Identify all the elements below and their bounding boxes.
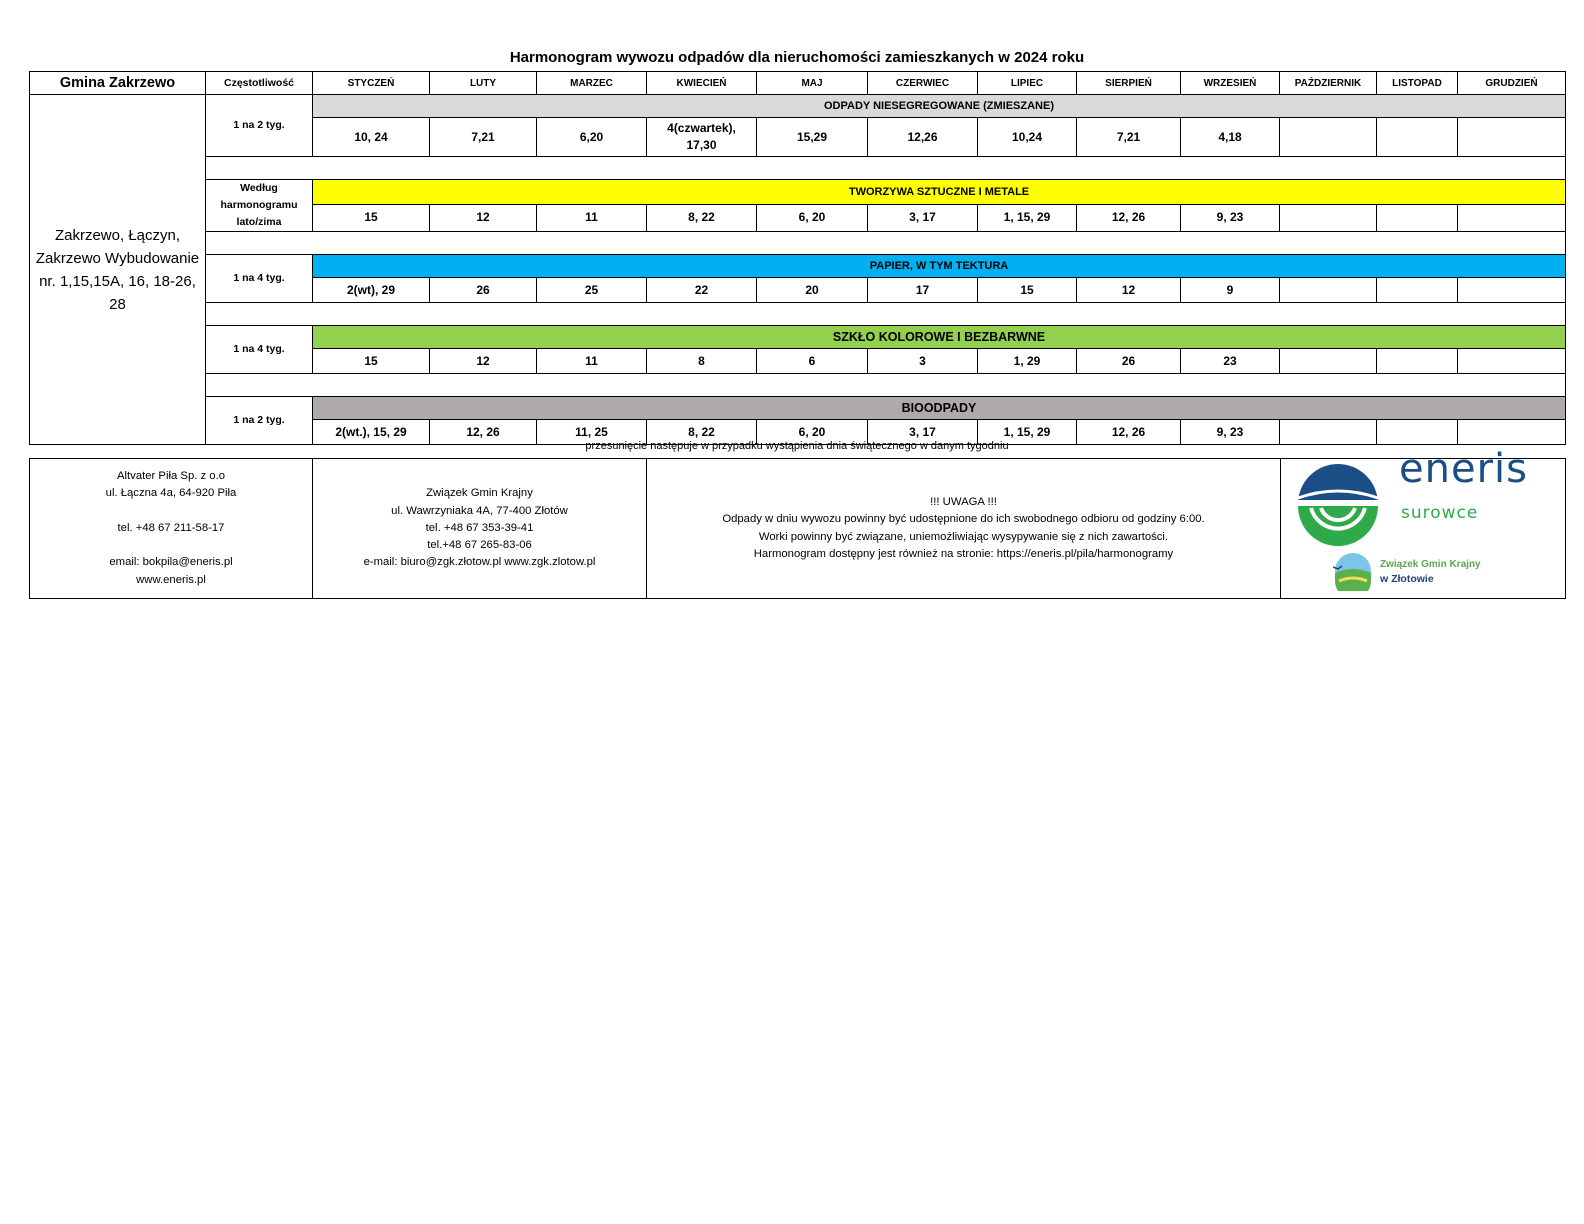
- date-cell: [1280, 349, 1377, 374]
- date-cell: 12: [1077, 278, 1181, 303]
- date-cell: 15: [313, 349, 430, 374]
- month-header: PAŹDZIERNIK: [1280, 72, 1377, 95]
- date-cell: 4,18: [1181, 118, 1280, 157]
- zgk-line: e-mail: biuro@zgk.złotow.pl www.zgk.zlotow.pl: [363, 556, 596, 569]
- month-header: STYCZEŃ: [313, 72, 430, 95]
- date-cell: [1377, 204, 1458, 231]
- location-cell: Zakrzewo, Łączyn, Zakrzewo Wybudowanie nr. 1,15,15A, 16, 18-26, 28: [30, 95, 206, 445]
- date-cell: 9: [1181, 278, 1280, 303]
- waste-type-band: BIOODPADY: [313, 397, 1566, 420]
- date-cell: 11: [537, 204, 647, 231]
- date-cell: 25: [537, 278, 647, 303]
- month-header: MARZEC: [537, 72, 647, 95]
- altvater-line: tel. +48 67 211-58-17: [117, 521, 225, 534]
- frequency-cell: Według harmonogramu lato/zima: [206, 180, 313, 232]
- zgk-logo-sub: w Złotowie: [1380, 573, 1434, 585]
- date-cell: 2(wt.), 15, 29: [313, 420, 430, 445]
- frequency-header: Częstotliwość: [206, 72, 313, 95]
- frequency-cell: 1 na 2 tyg.: [206, 397, 313, 445]
- date-cell: [1458, 278, 1566, 303]
- month-header: KWIECIEŃ: [647, 72, 757, 95]
- altvater-line: ul. Łączna 4a, 64-920 Piła: [105, 487, 237, 500]
- date-cell: 15: [313, 204, 430, 231]
- month-header: WRZESIEŃ: [1181, 72, 1280, 95]
- date-cell: 6, 20: [757, 204, 868, 231]
- zgk-line: tel. +48 67 353-39-41: [425, 521, 534, 534]
- waste-type-band: PAPIER, W TYM TEKTURA: [313, 255, 1566, 278]
- frequency-cell: 1 na 4 tyg.: [206, 326, 313, 374]
- date-cell: 3, 17: [868, 420, 978, 445]
- date-cell: 8, 22: [647, 204, 757, 231]
- warning-box: [647, 459, 1281, 599]
- zgk-line: ul. Wawrzyniaka 4A, 77-400 Złotów: [391, 504, 568, 517]
- altvater-line: [30, 503, 312, 520]
- altvater-line: [30, 537, 312, 554]
- date-cell: [1377, 278, 1458, 303]
- date-cell: [1377, 349, 1458, 374]
- eneris-logo-text: eneris: [1399, 446, 1528, 492]
- date-cell: [1458, 204, 1566, 231]
- date-cell: [1458, 349, 1566, 374]
- eneris-logo-icon: [1293, 462, 1383, 546]
- holiday-note: przesunięcie następuje w przypadku wystąpienia dnia świątecznego w danym tygodniu: [585, 440, 1009, 452]
- spacer-cell: [206, 374, 1566, 397]
- date-cell: 6: [757, 349, 868, 374]
- date-cell: 17: [868, 278, 978, 303]
- date-cell: 6, 20: [757, 420, 868, 445]
- date-cell: 6,20: [537, 118, 647, 157]
- date-cell: 3: [868, 349, 978, 374]
- month-header: LISTOPAD: [1377, 72, 1458, 95]
- warning-line: !!! UWAGA !!!: [930, 495, 997, 508]
- frequency-cell: 1 na 4 tyg.: [206, 255, 313, 303]
- zgk-line: Związek Gmin Krajny: [426, 487, 533, 500]
- altvater-contact: [30, 459, 313, 599]
- header-row: [30, 72, 1566, 95]
- date-cell: 9, 23: [1181, 204, 1280, 231]
- date-cell: [1280, 118, 1377, 157]
- date-cell: 12: [430, 204, 537, 231]
- date-cell: 20: [757, 278, 868, 303]
- date-cell: 11, 25: [537, 420, 647, 445]
- date-cell: 11: [537, 349, 647, 374]
- date-cell: 12, 26: [1077, 204, 1181, 231]
- month-header: CZERWIEC: [868, 72, 978, 95]
- date-cell: 12, 26: [1077, 420, 1181, 445]
- month-header: LIPIEC: [978, 72, 1077, 95]
- warning-line: Harmonogram dostępny jest również na stronie: https://eneris.pl/pila/harmonogramy: [753, 547, 1174, 560]
- spacer-cell: [206, 232, 1566, 255]
- frequency-cell: 1 na 2 tyg.: [206, 95, 313, 157]
- gmina-header: Gmina Zakrzewo: [30, 72, 206, 95]
- month-header: LUTY: [430, 72, 537, 95]
- date-cell: [1377, 118, 1458, 157]
- zgk-contact: [313, 459, 647, 599]
- date-cell: 8, 22: [647, 420, 757, 445]
- date-cell: 7,21: [1077, 118, 1181, 157]
- date-cell: 2(wt), 29: [313, 278, 430, 303]
- date-cell: 26: [430, 278, 537, 303]
- date-cell: 15,29: [757, 118, 868, 157]
- zgk-logo-icon: [1333, 551, 1373, 591]
- date-cell: 7,21: [430, 118, 537, 157]
- surowce-logo-text: surowce: [1401, 503, 1479, 523]
- logos: [1281, 446, 1566, 599]
- altvater-line: Altvater Piła Sp. z o.o: [117, 469, 225, 482]
- date-cell: [1458, 118, 1566, 157]
- date-cell: 8: [647, 349, 757, 374]
- month-header: SIERPIEŃ: [1077, 72, 1181, 95]
- date-cell: [1280, 204, 1377, 231]
- date-cell: 10, 24: [313, 118, 430, 157]
- date-cell: 26: [1077, 349, 1181, 374]
- date-cell: 1, 15, 29: [978, 204, 1077, 231]
- page-title: Harmonogram wywozu odpadów dla nieruchomości zamieszkanych w 2024 roku: [509, 49, 1085, 66]
- waste-type-band: ODPADY NIESEGREGOWANE (ZMIESZANE): [313, 95, 1566, 118]
- date-cell: 15: [978, 278, 1077, 303]
- schedule-table: [29, 71, 1566, 445]
- date-cell: 1, 29: [978, 349, 1077, 374]
- date-cell: 9, 23: [1181, 420, 1280, 445]
- waste-type-band: SZKŁO KOLOROWE I BEZBARWNE: [313, 326, 1566, 349]
- zgk-logo-name: Związek Gmin Krajny: [1380, 559, 1481, 570]
- date-cell: 12, 26: [430, 420, 537, 445]
- month-header: GRUDZIEŃ: [1458, 72, 1566, 95]
- warning-line: Odpady w dniu wywozu powinny być udostępnione do ich swobodnego odbioru od godziny 6:00.: [722, 513, 1205, 526]
- altvater-line: email: bokpila@eneris.pl: [109, 556, 233, 569]
- date-cell: 10,24: [978, 118, 1077, 157]
- date-cell: 22: [647, 278, 757, 303]
- date-cell: 23: [1181, 349, 1280, 374]
- date-cell: [1280, 278, 1377, 303]
- date-cell: 12: [430, 349, 537, 374]
- spacer-cell: [206, 157, 1566, 180]
- month-header: MAJ: [757, 72, 868, 95]
- date-cell: 12,26: [868, 118, 978, 157]
- zgk-line: tel.+48 67 265-83-06: [427, 539, 532, 552]
- date-cell: 3, 17: [868, 204, 978, 231]
- spacer-cell: [206, 303, 1566, 326]
- date-cell: 4(czwartek), 17,30: [647, 118, 757, 157]
- warning-line: Worki powinny być związane, uniemożliwiając wysypywanie się z nich zawartości.: [758, 530, 1169, 543]
- altvater-line: www.eneris.pl: [136, 573, 206, 586]
- waste-type-band: TWORZYWA SZTUCZNE I METALE: [313, 180, 1566, 205]
- date-cell: 1, 15, 29: [978, 420, 1077, 445]
